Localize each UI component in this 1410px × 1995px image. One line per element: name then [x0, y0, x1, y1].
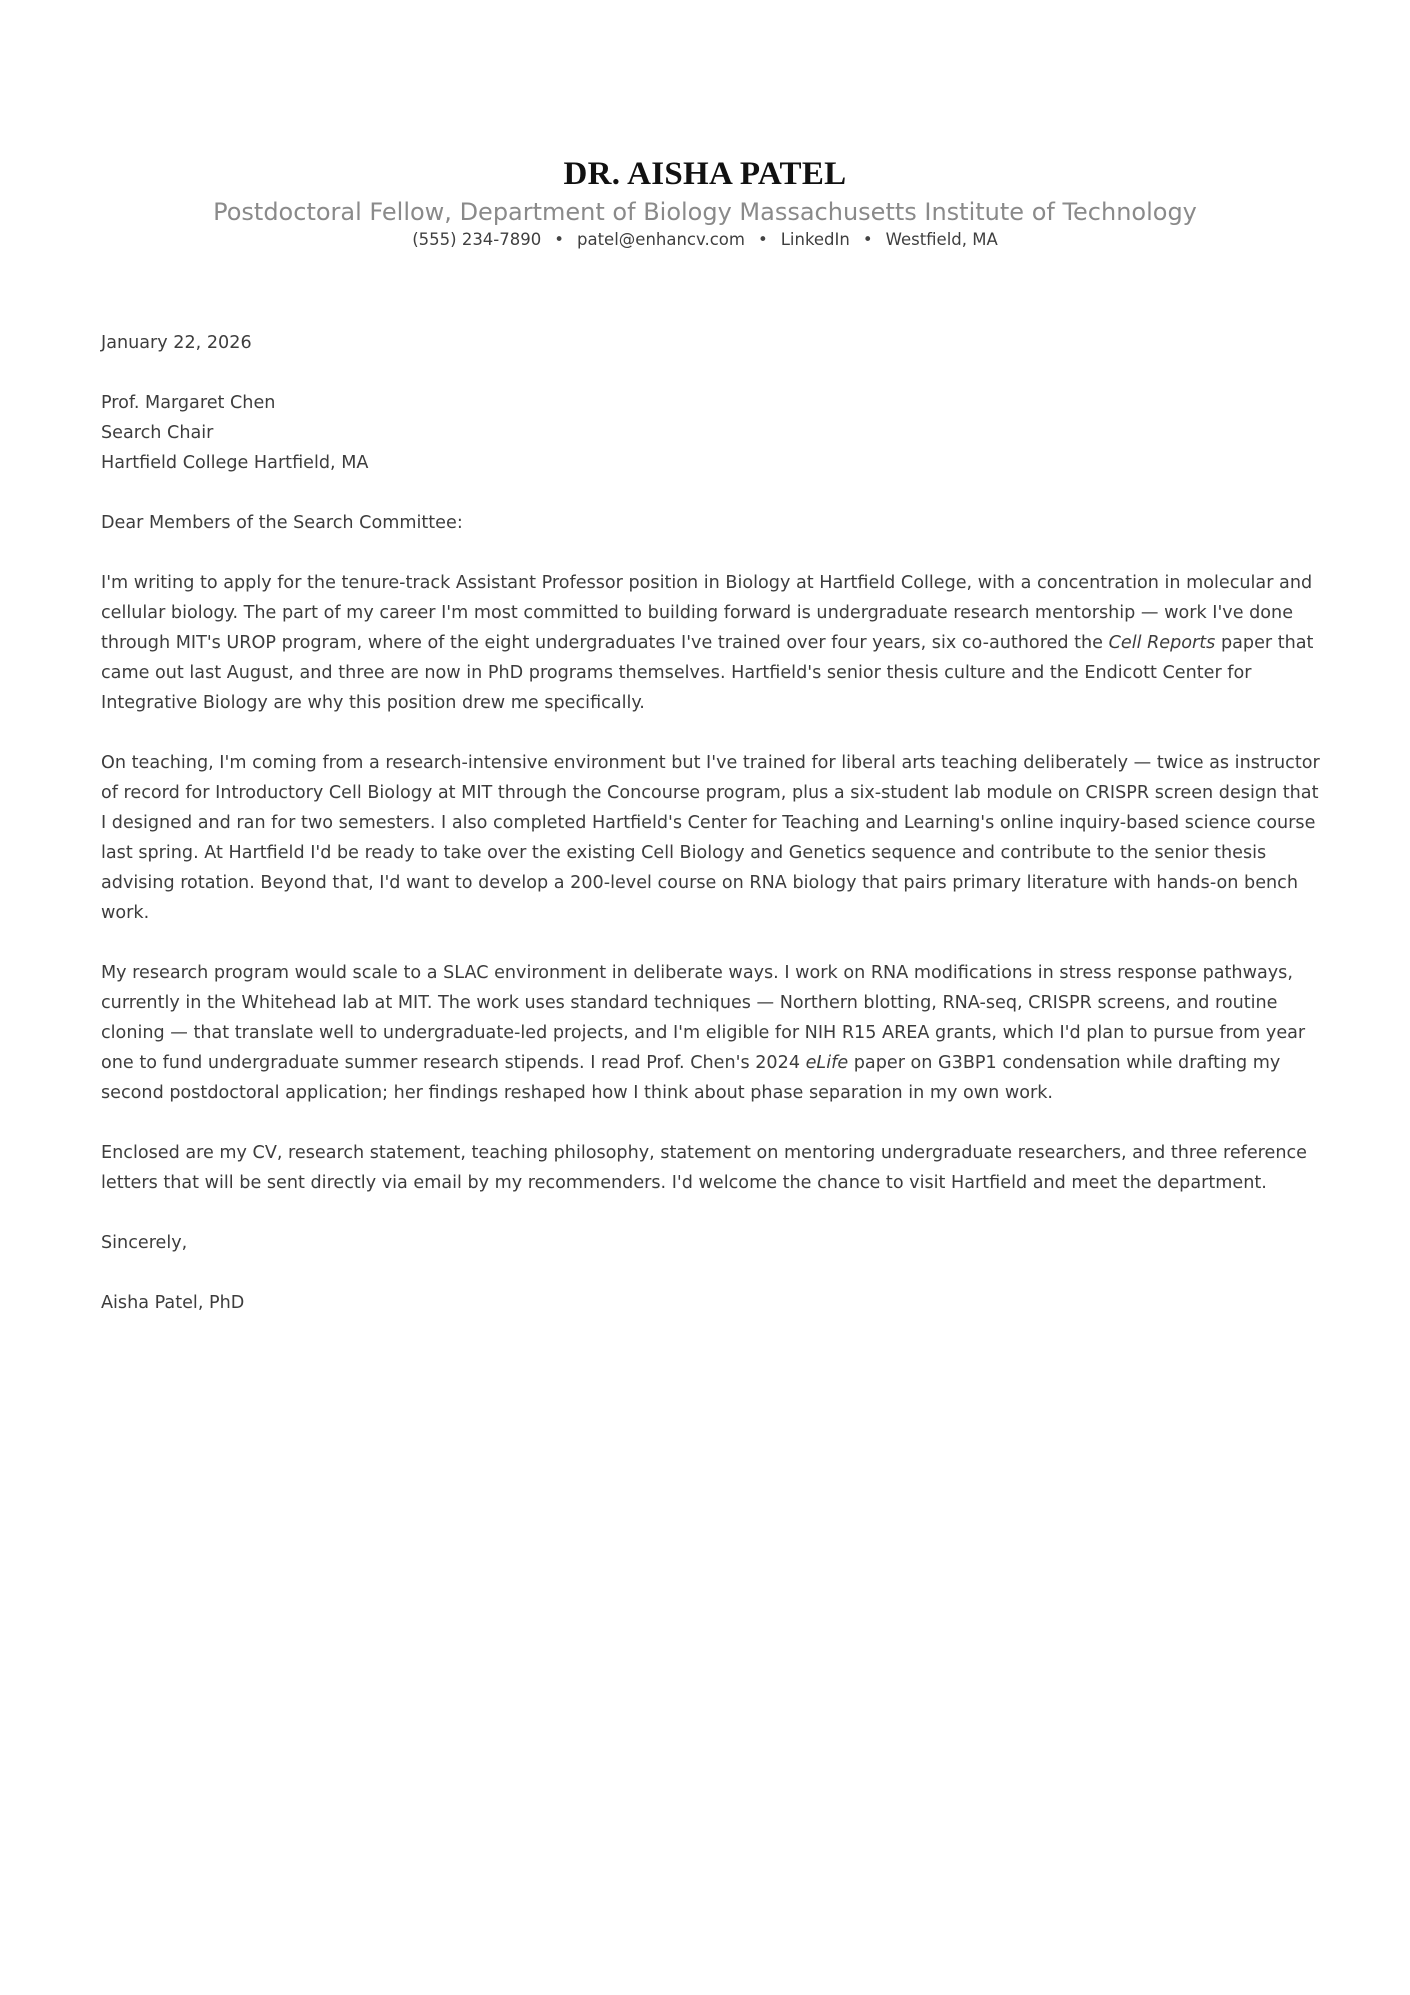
contact-separator: • [757, 230, 768, 249]
salutation: Dear Members of the Search Committee: [101, 513, 463, 533]
contact-linkedin[interactable]: LinkedIn [780, 230, 850, 249]
contact-phone: (555) 234-7890 [412, 230, 542, 249]
contact-line [0, 228, 1410, 252]
letter-header [0, 152, 1410, 252]
recipient-institution: Hartfield College Hartfield, MA [101, 453, 369, 473]
letter-body [101, 328, 1321, 1348]
journal-title: Cell Reports [1108, 633, 1216, 653]
contact-email[interactable]: patel@enhancv.com [577, 230, 745, 249]
letter-date: January 22, 2026 [101, 333, 252, 353]
paragraph-text: paper that came out last August, and three are now in PhD programs themselves. Hartfield's senior thesis culture and the Endicott Center for Integrative Biology are why this position drew me specifically. [101, 633, 1314, 713]
contact-separator: • [554, 230, 564, 249]
applicant-name: DR. AISHA PATEL [563, 156, 847, 192]
closing: Sincerely, [101, 1233, 188, 1253]
paragraph-teaching: On teaching, I'm coming from a research-intensive environment but I've trained for liberal arts teaching deliberately — twice as instructor of record for Introductory Cell Biology at MIT through the Concourse program, plus a six-student lab module on CRISPR screen design that I designed and ran for two semesters. I also completed Hartfield's Center for Teaching and Learning's online inquiry-based science course last spring. At Hartfield I'd be ready to take over the existing Cell Biology and Genetics sequence and contribute to the senior thesis advising rotation. Beyond that, I'd want to develop a 200-level course on RNA biology that pairs primary literature with hands-on bench work. [101, 753, 1320, 923]
applicant-headline: Postdoctoral Fellow, Department of Biology Massachusetts Institute of Technology [213, 198, 1197, 226]
paragraph-text: My research program would scale to a SLAC environment in deliberate ways. I work on RNA modifications in stress response pathways, currently in the Whitehead lab at MIT. The work uses standard techniques — Northern blotting, RNA-seq, CRISPR screens, and routine cloning — that translate well to undergraduate-led projects, and I'm eligible for NIH R15 AREA grants, which I'd plan to pursue from year one to fund undergraduate summer research stipends. I read Prof. Chen's 2024 [101, 963, 1306, 1073]
journal-title: eLife [805, 1053, 849, 1073]
paragraph-text: I'm writing to apply for the tenure-track Assistant Professor position in Biology at Hartfield College, with a concentration in molecular and cellular biology. The part of my career I'm most committed to building forward is undergraduate research mentorship — work I've done through MIT's UROP program, where of the eight undergraduates I've trained over four years, six co-authored the [101, 573, 1313, 653]
paragraph-text: paper on G3BP1 condensation while drafting my second postdoctoral application; her findings reshaped how I think about phase separation in my own work. [101, 1053, 1281, 1103]
paragraph-enclosures: Enclosed are my CV, research statement, teaching philosophy, statement on mentoring undergraduate researchers, and three reference letters that will be sent directly via email by my recommenders. I'd welcome the chance to visit Hartfield and meet the department. [101, 1143, 1308, 1193]
recipient-name: Prof. Margaret Chen [101, 393, 276, 413]
signature: Aisha Patel, PhD [101, 1293, 245, 1313]
contact-location: Westfield, MA [885, 230, 998, 249]
paragraph-mentorship [101, 568, 1321, 718]
paragraph-research [101, 958, 1321, 1108]
recipient-title: Search Chair [101, 423, 214, 443]
contact-separator: • [862, 230, 873, 249]
recipient-block [101, 388, 1321, 478]
